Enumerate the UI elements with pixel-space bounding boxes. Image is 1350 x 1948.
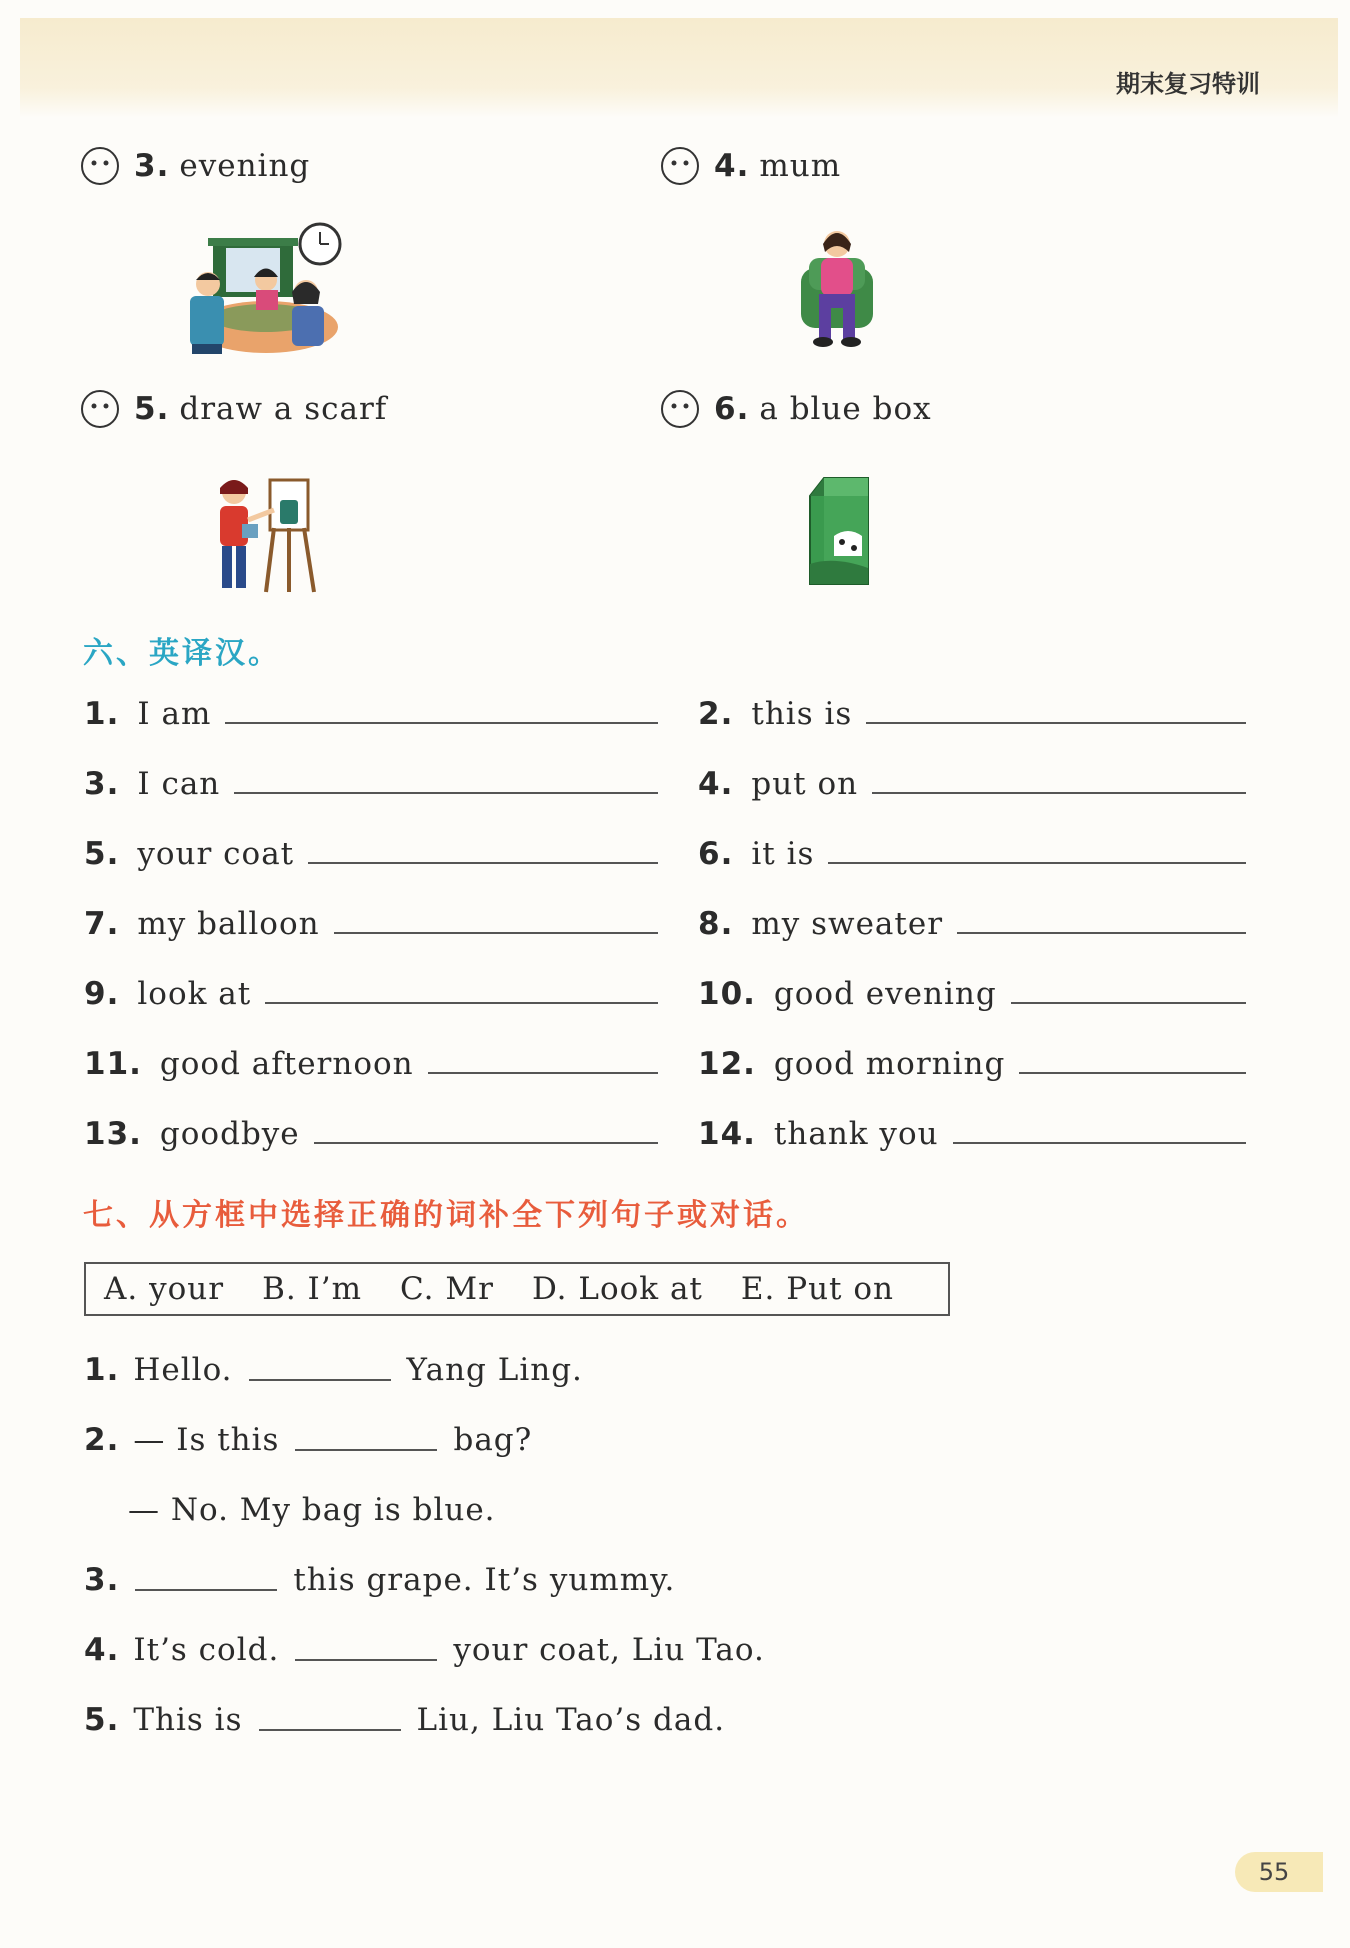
item-text: goodbye <box>159 1116 300 1152</box>
sentence-text-after: this grape. It’s yummy. <box>293 1562 676 1598</box>
item-text: this is <box>751 696 853 732</box>
family-dinner-illustration <box>178 222 348 356</box>
item-number: 3. <box>84 1562 120 1598</box>
item-number: 2. <box>84 1422 120 1458</box>
item-number: 5. <box>84 1702 120 1738</box>
item-number: 6. <box>714 391 750 427</box>
sentence-text-before: It’s cold. <box>133 1632 280 1668</box>
listen-face-icon <box>80 389 120 429</box>
translation-item-6 <box>698 836 1246 872</box>
translation-item-1 <box>84 696 658 732</box>
answer-blank[interactable] <box>295 1447 437 1451</box>
answer-blank[interactable] <box>1019 1070 1246 1074</box>
girl-drawing-illustration <box>208 470 320 594</box>
translation-item-7 <box>84 906 658 942</box>
translation-item-4 <box>698 766 1246 802</box>
answer-blank[interactable] <box>135 1587 277 1591</box>
item-text: my balloon <box>137 906 320 942</box>
answer-blank[interactable] <box>225 720 658 724</box>
sentence-text-before: Hello. <box>133 1352 233 1388</box>
item-text: your coat <box>137 836 295 872</box>
fill-sentence-5 <box>84 1702 725 1738</box>
item-text: evening <box>179 148 311 184</box>
page-number: 55 <box>1235 1852 1323 1892</box>
item-number: 3. <box>134 148 170 184</box>
item-text: my sweater <box>751 906 944 942</box>
answer-blank[interactable] <box>428 1070 658 1074</box>
translation-item-10 <box>698 976 1246 1012</box>
item-number: 1. <box>84 1352 120 1388</box>
item-number: 6. <box>698 836 734 872</box>
item-text: put on <box>751 766 859 802</box>
listen-face-icon <box>660 146 700 186</box>
section-7-title: 七、从方框中选择正确的词补全下列句子或对话。 <box>83 1198 809 1233</box>
answer-blank[interactable] <box>1011 1000 1246 1004</box>
answer-blank[interactable] <box>334 930 658 934</box>
sentence-text-after: Liu, Liu Tao’s dad. <box>416 1702 726 1738</box>
item-text: good afternoon <box>159 1046 414 1082</box>
section-6-title: 六、英译汉。 <box>83 636 281 671</box>
item-number: 5. <box>134 391 170 427</box>
translation-item-3 <box>84 766 658 802</box>
item-text: draw a scarf <box>179 391 388 427</box>
listen-face-icon <box>80 146 120 186</box>
item-text: it is <box>751 836 815 872</box>
item-number: 5. <box>84 836 120 872</box>
item-text: look at <box>137 976 252 1012</box>
translation-item-11 <box>84 1046 658 1082</box>
word-option: A. your <box>104 1271 225 1307</box>
item-text: I am <box>137 696 212 732</box>
item-number: 11. <box>84 1046 142 1082</box>
sentence-text: — No. My bag is blue. <box>128 1492 496 1528</box>
item-number: 3. <box>84 766 120 802</box>
item-text: good morning <box>773 1046 1006 1082</box>
translation-item-13 <box>84 1116 658 1152</box>
answer-blank[interactable] <box>957 930 1246 934</box>
translation-item-12 <box>698 1046 1246 1082</box>
picture-item-5 <box>80 389 387 429</box>
sentence-text-before: This is <box>133 1702 243 1738</box>
word-option: D. Look at <box>531 1271 703 1307</box>
item-number: 10. <box>698 976 756 1012</box>
answer-blank[interactable] <box>828 860 1246 864</box>
answer-blank[interactable] <box>872 790 1246 794</box>
answer-blank[interactable] <box>308 860 658 864</box>
answer-blank[interactable] <box>265 1000 658 1004</box>
picture-item-4 <box>660 146 841 186</box>
item-number: 14. <box>698 1116 756 1152</box>
picture-item-6 <box>660 389 932 429</box>
sentence-text-after: your coat, Liu Tao. <box>453 1632 765 1668</box>
item-text: good evening <box>773 976 997 1012</box>
word-option-box <box>84 1262 950 1316</box>
listen-face-icon <box>660 389 700 429</box>
answer-blank[interactable] <box>234 790 658 794</box>
fill-sentence-4 <box>84 1632 765 1668</box>
picture-item-3 <box>80 146 310 186</box>
mum-illustration <box>795 222 879 350</box>
word-option: B. I’m <box>262 1271 363 1307</box>
translation-item-5 <box>84 836 658 872</box>
item-number: 2. <box>698 696 734 732</box>
item-number: 1. <box>84 696 120 732</box>
fill-sentence-3 <box>84 1562 675 1598</box>
translation-item-2 <box>698 696 1246 732</box>
item-number: 7. <box>84 906 120 942</box>
answer-blank[interactable] <box>314 1140 658 1144</box>
item-number: 9. <box>84 976 120 1012</box>
page-header-title: 期末复习特训 <box>1116 70 1260 98</box>
item-number: 4. <box>698 766 734 802</box>
item-number: 8. <box>698 906 734 942</box>
answer-blank[interactable] <box>953 1140 1246 1144</box>
answer-blank[interactable] <box>259 1727 401 1731</box>
fill-sentence-1 <box>84 1352 583 1388</box>
translation-item-14 <box>698 1116 1246 1152</box>
fill-sentence-2 <box>84 1422 532 1458</box>
word-option: C. Mr <box>400 1271 494 1307</box>
answer-blank[interactable] <box>249 1377 391 1381</box>
sentence-text-after: bag? <box>453 1422 533 1458</box>
item-text: a blue box <box>759 391 932 427</box>
blue-box-illustration <box>804 472 874 590</box>
item-number: 4. <box>714 148 750 184</box>
sentence-text-after: Yang Ling. <box>406 1352 583 1388</box>
item-text: mum <box>759 148 842 184</box>
item-number: 12. <box>698 1046 756 1082</box>
item-number: 4. <box>84 1632 120 1668</box>
answer-blank[interactable] <box>295 1657 437 1661</box>
item-number: 13. <box>84 1116 142 1152</box>
fill-sentence-2-reply <box>128 1492 496 1528</box>
translation-item-8 <box>698 906 1246 942</box>
sentence-text-before: — Is this <box>133 1422 280 1458</box>
translation-item-9 <box>84 976 658 1012</box>
item-text: I can <box>137 766 221 802</box>
word-option: E. Put on <box>740 1271 894 1307</box>
answer-blank[interactable] <box>866 720 1246 724</box>
item-text: thank you <box>773 1116 939 1152</box>
